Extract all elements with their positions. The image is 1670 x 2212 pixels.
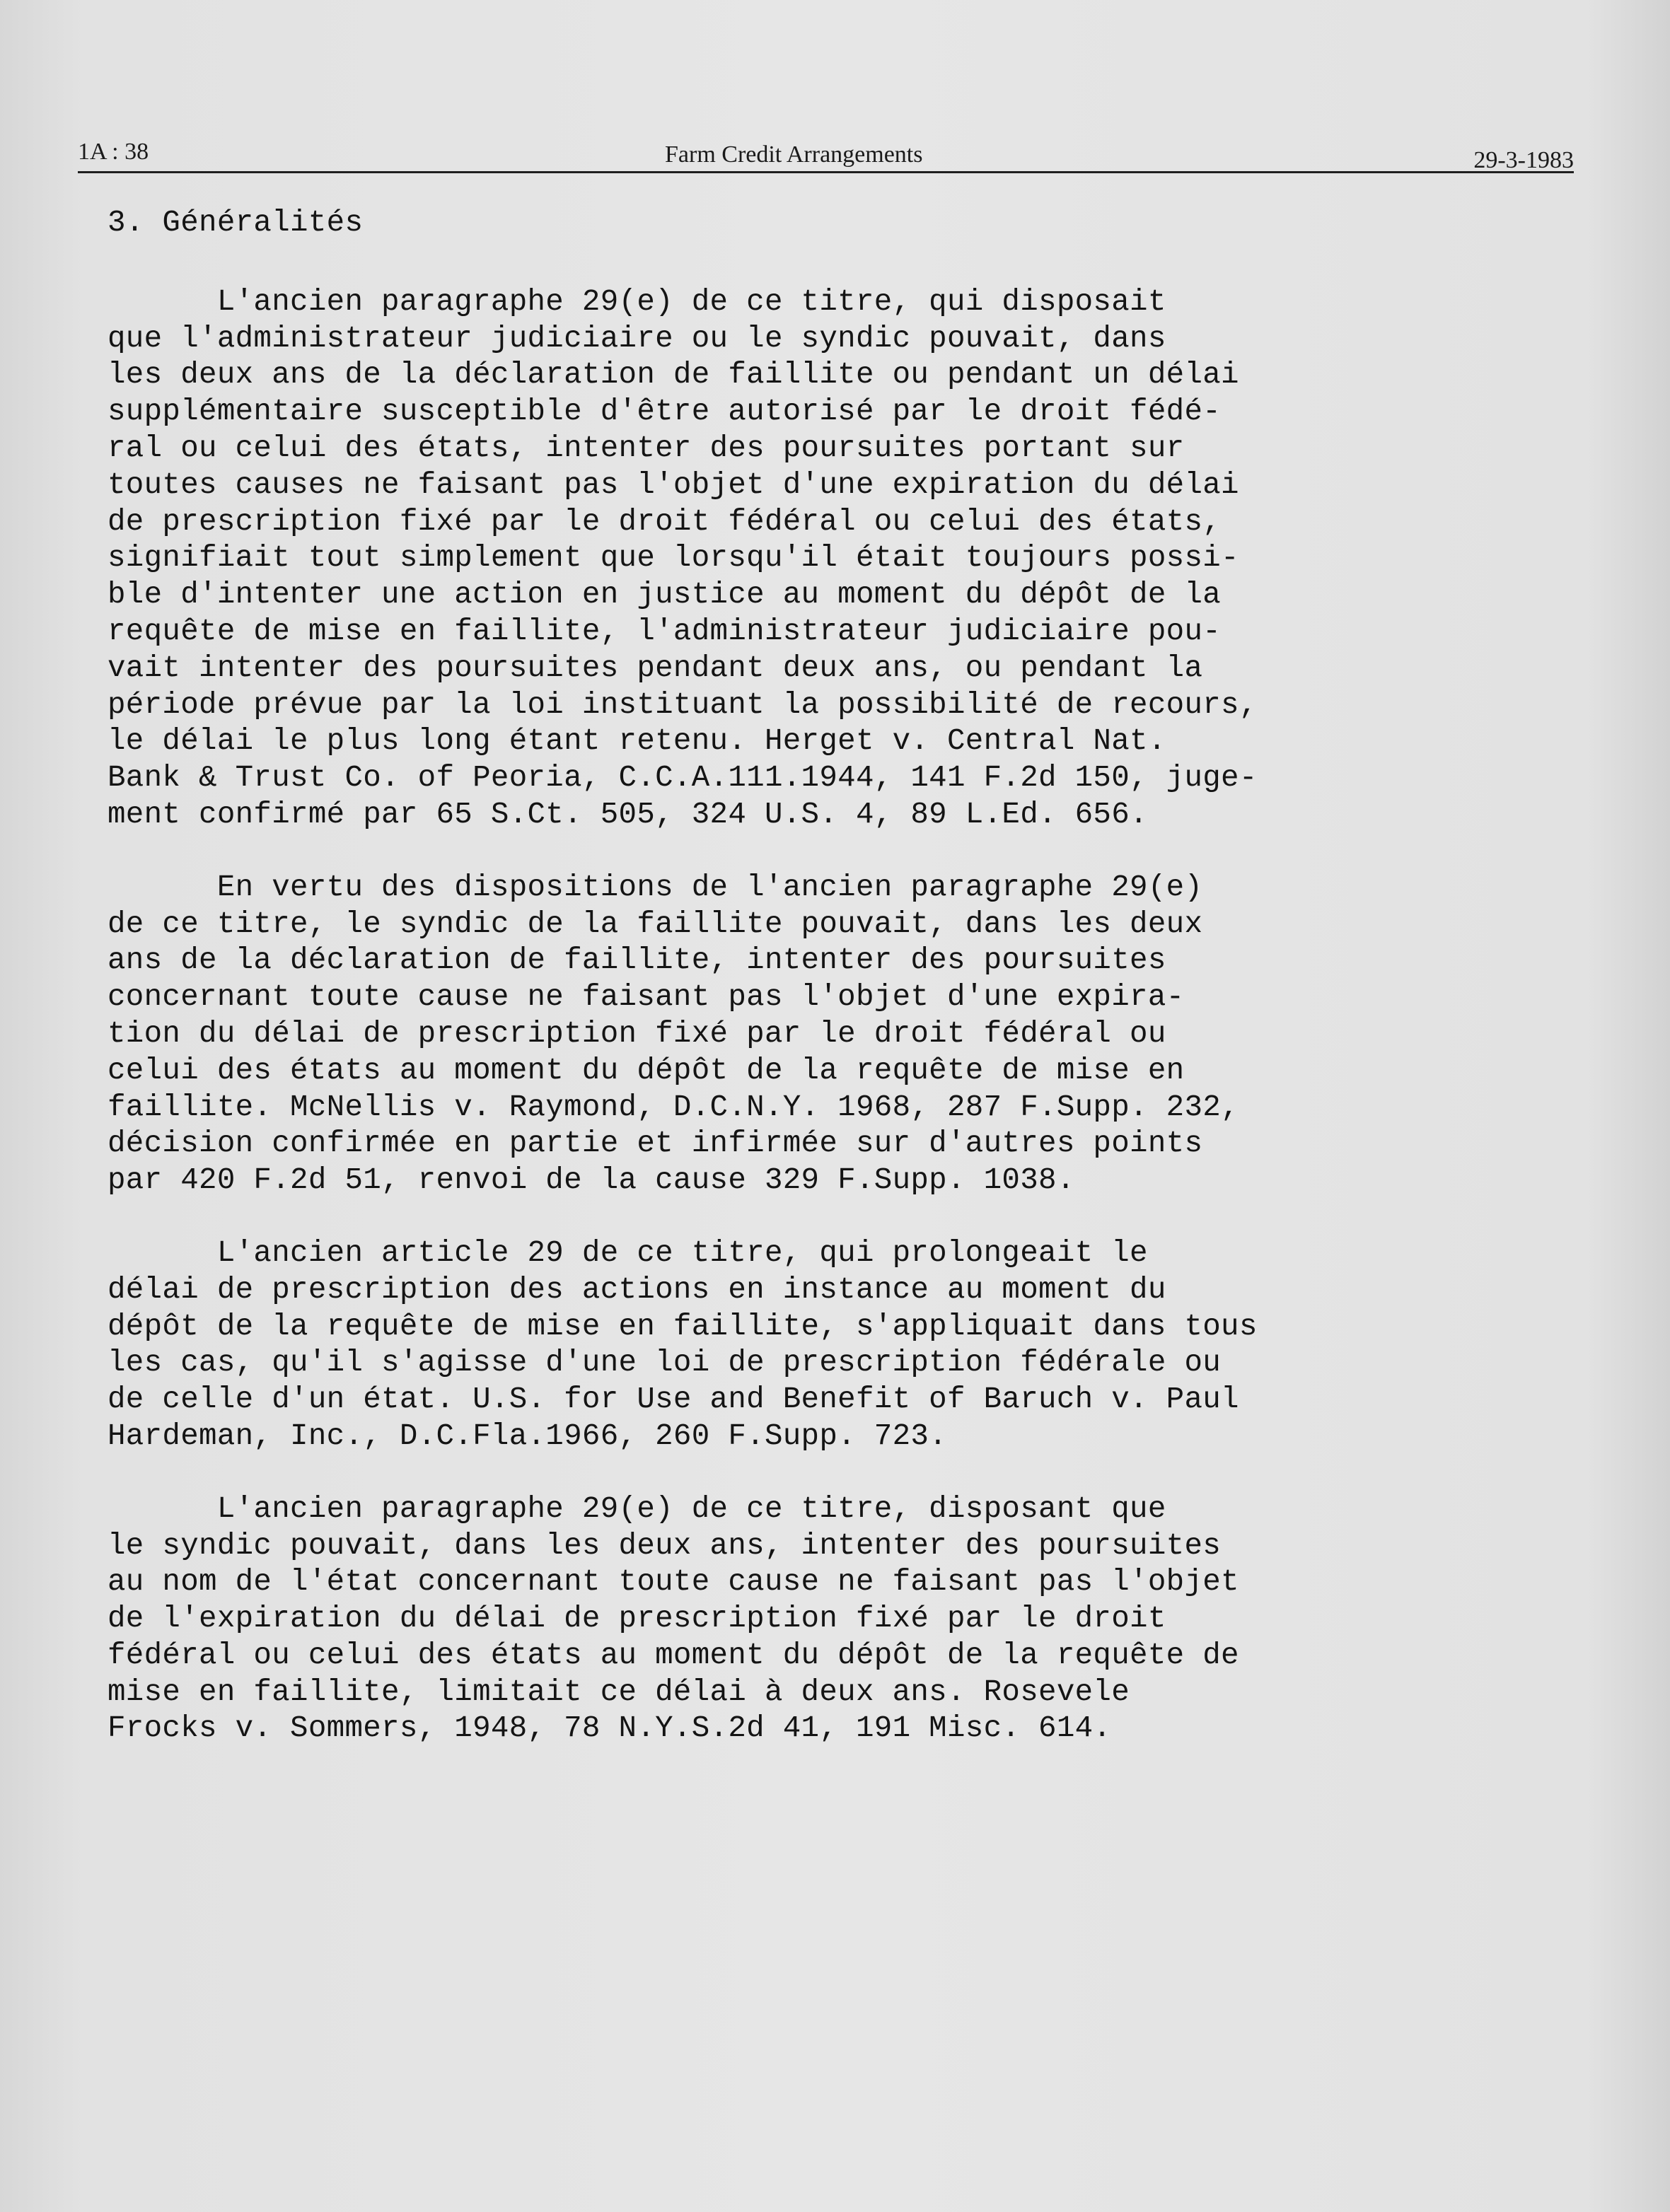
text-line: tion du délai de prescription fixé par le droit fédéral ou [108,1016,1166,1051]
page-date: 29-3-1983 [1473,147,1574,173]
text-line: dépôt de la requête de mise en faillite, s'appliquait dans tous [108,1309,1258,1344]
text-line: ble d'intenter une action en justice au moment du dépôt de la [108,578,1222,612]
text-line: L'ancien paragraphe 29(e) de ce titre, disposant que [108,1491,1166,1526]
text-line: L'ancien paragraphe 29(e) de ce titre, qui disposait [108,284,1166,319]
text-line: concernant toute cause ne faisant pas l'objet d'une expira- [108,980,1185,1015]
text-line: le délai le plus long étant retenu. Herget v. Central Nat. [108,724,1166,759]
section-title: 3. Généralités [108,206,364,240]
text-line: L'ancien article 29 de ce titre, qui prolongeait le [108,1235,1148,1270]
text-line: En vertu des dispositions de l'ancien paragraphe 29(e) [108,870,1203,904]
paragraph [108,1491,1586,1748]
text-line: de ce titre, le syndic de la faillite pouvait, dans les deux [108,907,1203,941]
text-line: signifiait tout simplement que lorsqu'il était toujours possi- [108,541,1239,576]
text-line: supplémentaire susceptible d'être autorisé par le droit fédé- [108,395,1222,429]
page-header [78,136,1574,173]
text-line: toutes causes ne faisant pas l'objet d'une expiration du délai [108,467,1239,502]
text-line: ral ou celui des états, intenter des poursuites portant sur [108,431,1185,465]
text-line: le syndic pouvait, dans les deux ans, intenter des poursuites [108,1528,1222,1563]
text-line: requête de mise en faillite, l'administrateur judiciaire pou- [108,614,1222,648]
text-line: mise en faillite, limitait ce délai à deux ans. Rosevele [108,1675,1130,1709]
text-line: Frocks v. Sommers, 1948, 78 N.Y.S.2d 41, 191 Misc. 614. [108,1711,1112,1746]
text-line: les cas, qu'il s'agisse d'une loi de prescription fédérale ou [108,1346,1222,1380]
page-number: 1A : 38 [78,139,149,165]
text-line: période prévue par la loi instituant la possibilité de recours, [108,687,1258,722]
text-line: Bank & Trust Co. of Peoria, C.C.A.111.1944, 141 F.2d 150, juge- [108,761,1258,796]
text-line: faillite. McNellis v. Raymond, D.C.N.Y. 1968, 287 F.Supp. 232, [108,1090,1239,1124]
text-line: fédéral ou celui des états au moment du dépôt de la requête de [108,1638,1239,1672]
running-title: Farm Credit Arrangements [665,141,923,168]
text-line: Hardeman, Inc., D.C.Fla.1966, 260 F.Supp. 723. [108,1419,947,1453]
text-line: par 420 F.2d 51, renvoi de la cause 329 F.Supp. 1038. [108,1163,1075,1198]
text-line: de prescription fixé par le droit fédéral ou celui des états, [108,504,1222,539]
text-line: délai de prescription des actions en instance au moment du [108,1272,1166,1307]
paragraph [108,1235,1586,1455]
text-line: ment confirmé par 65 S.Ct. 505, 324 U.S. 4, 89 L.Ed. 656. [108,797,1148,832]
text-line: décision confirmée en partie et infirmée sur d'autres points [108,1127,1203,1161]
text-line: que l'administrateur judiciaire ou le syndic pouvait, dans [108,321,1166,356]
text-line: ans de la déclaration de faillite, intenter des poursuites [108,943,1166,978]
text-line: au nom de l'état concernant toute cause ne faisant pas l'objet [108,1565,1239,1600]
paragraph [108,870,1586,1199]
text-line: de celle d'un état. U.S. for Use and Benefit of Baruch v. Paul [108,1382,1239,1417]
paragraph [108,284,1586,834]
text-line: vait intenter des poursuites pendant deux ans, ou pendant la [108,651,1203,685]
text-line: celui des états au moment du dépôt de la requête de mise en [108,1053,1185,1088]
text-line: les deux ans de la déclaration de faillite ou pendant un délai [108,358,1239,392]
body-text [108,205,1586,1747]
text-line: de l'expiration du délai de prescription fixé par le droit [108,1602,1166,1636]
